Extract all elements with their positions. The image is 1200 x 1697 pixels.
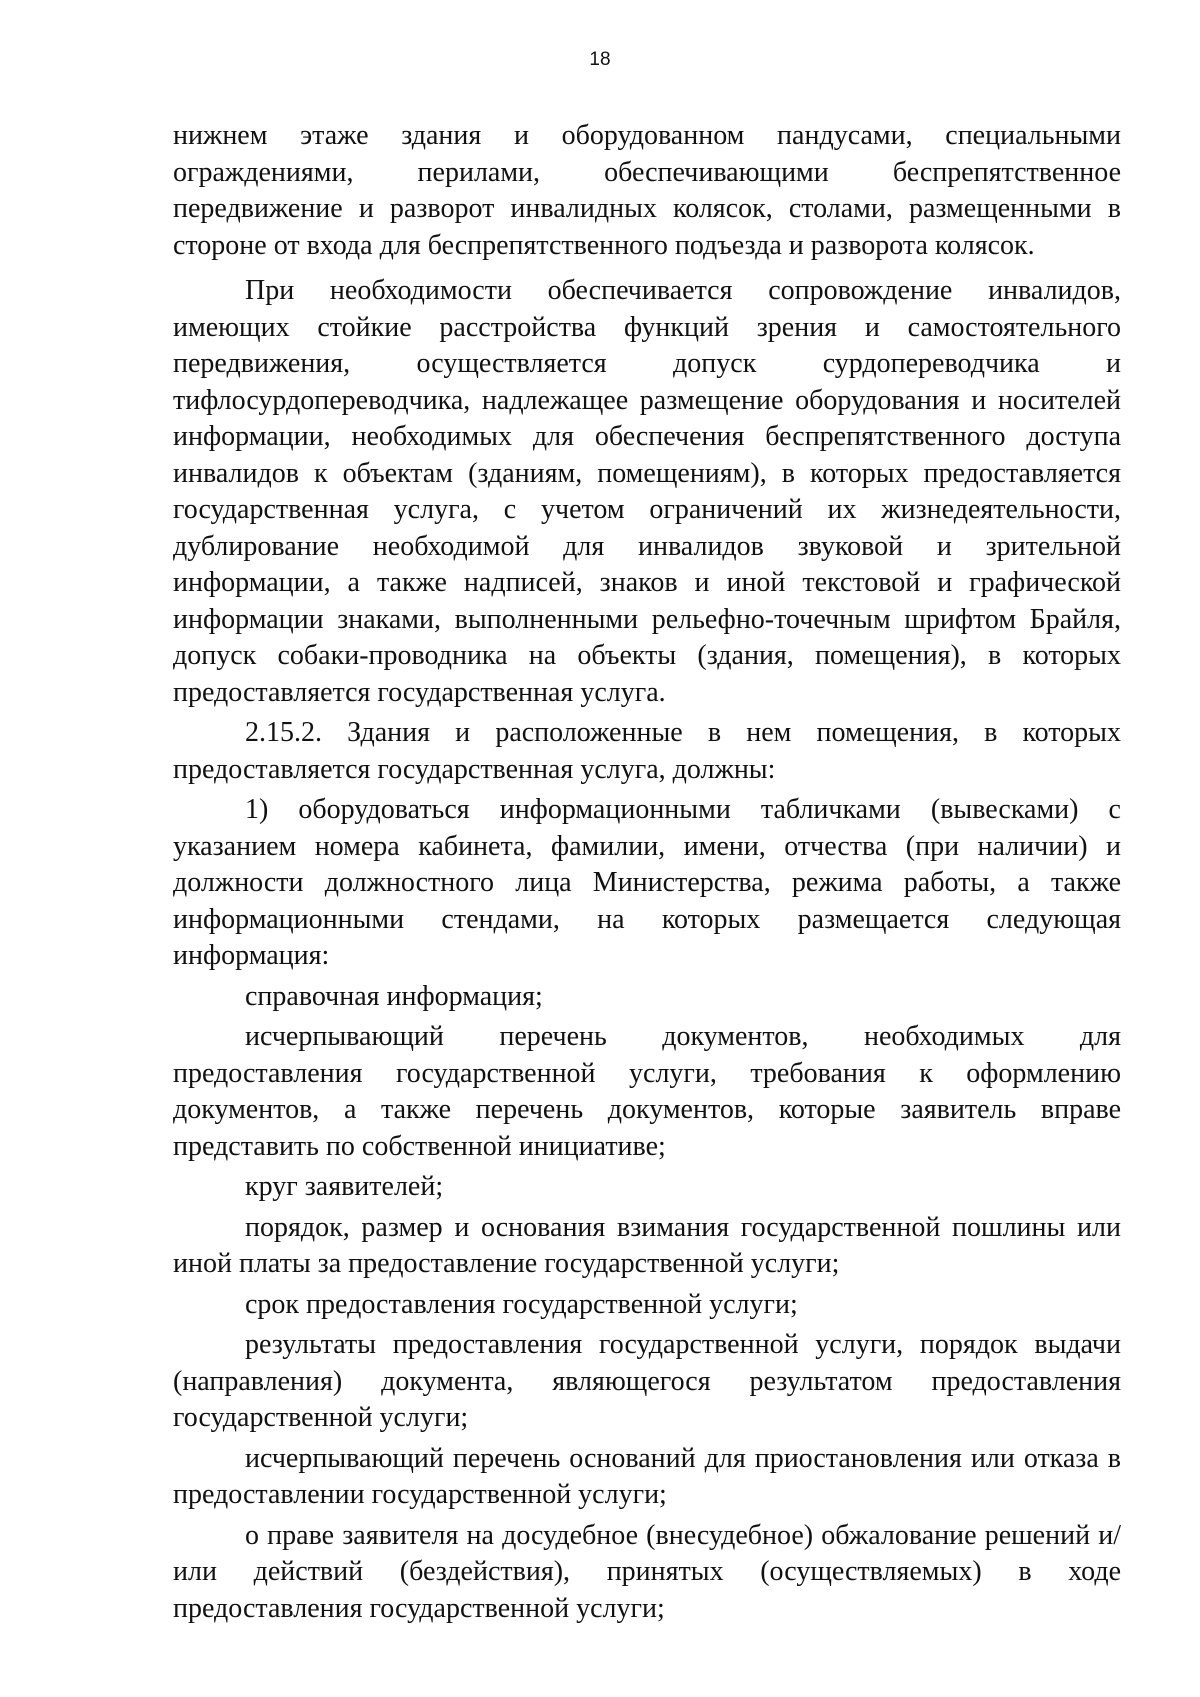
document-body — [173, 118, 1121, 1627]
paragraph-section-2-15-2: 2.15.2. Здания и расположенные в нем помещения, в которых предоставляется государственная услуга, должны: — [173, 717, 1121, 785]
paragraph-item-1: 1) оборудоваться информационными табличками (вывесками) с указанием номера кабинета, фамилии, имени, отчества (при наличии) и должности должностного лица Министерства, режима работы, а также информационными стендами, на которых размещается следующая информация: — [173, 794, 1121, 971]
paragraph-accessibility: При необходимости обеспечивается сопровождение инвалидов, имеющих стойкие расстройства функций зрения и самостоятельного передвижения, осуществляется допуск сурдопереводчика и тифлосурдопереводчика, надлежащее размещение оборудования и носителей информации, необходимых для обеспечения беспрепятственного доступа инвалидов к объектам (зданиям, помещениям), в которых предоставляется государственная услуга, с учетом ограничений их жизнедеятельности, дублирование необходимой для инвалидов звуковой и зрительной информации, а также надписей, знаков и иной текстовой и графической информации знаками, выполненными рельефно-точечным шрифтом Брайля, допуск собаки-проводника на объекты (здания, помещения), в которых предоставляется государственная услуга. — [173, 275, 1121, 708]
list-item: исчерпывающий перечень оснований для приостановления или отказа в предоставлении государственной услуги; — [173, 1442, 1121, 1510]
paragraph-continuation: нижнем этаже здания и оборудованном пандусами, специальными ограждениями, перилами, обеспечивающими беспрепятственное передвижение и разворот инвалидных колясок, столами, размещенными в стороне от входа для беспрепятственного подъезда и разворота колясок. — [173, 120, 1121, 261]
page-number: 18 — [589, 49, 611, 70]
list-item: результаты предоставления государственной услуги, порядок выдачи (направления) документа, являющегося результатом предоставления государственной услуги; — [173, 1329, 1121, 1433]
list-item: порядок, размер и основания взимания государственной пошлины или иной платы за предоставление государственной услуги; — [173, 1211, 1121, 1279]
list-item: исчерпывающий перечень документов, необходимых для предоставления государственной услуги, требования к оформлению документов, а также перечень документов, которые заявитель вправе представить по собственной инициативе; — [173, 1021, 1121, 1162]
list-item: справочная информация; — [245, 980, 543, 1012]
list-item: круг заявителей; — [245, 1171, 444, 1202]
list-item: срок предоставления государственной услуги; — [245, 1288, 798, 1320]
list-item: о праве заявителя на досудебное (внесудебное) обжалование решений и/или действий (бездействия), принятых (осуществляемых) в ходе предоставления государственной услуги; — [173, 1519, 1121, 1624]
